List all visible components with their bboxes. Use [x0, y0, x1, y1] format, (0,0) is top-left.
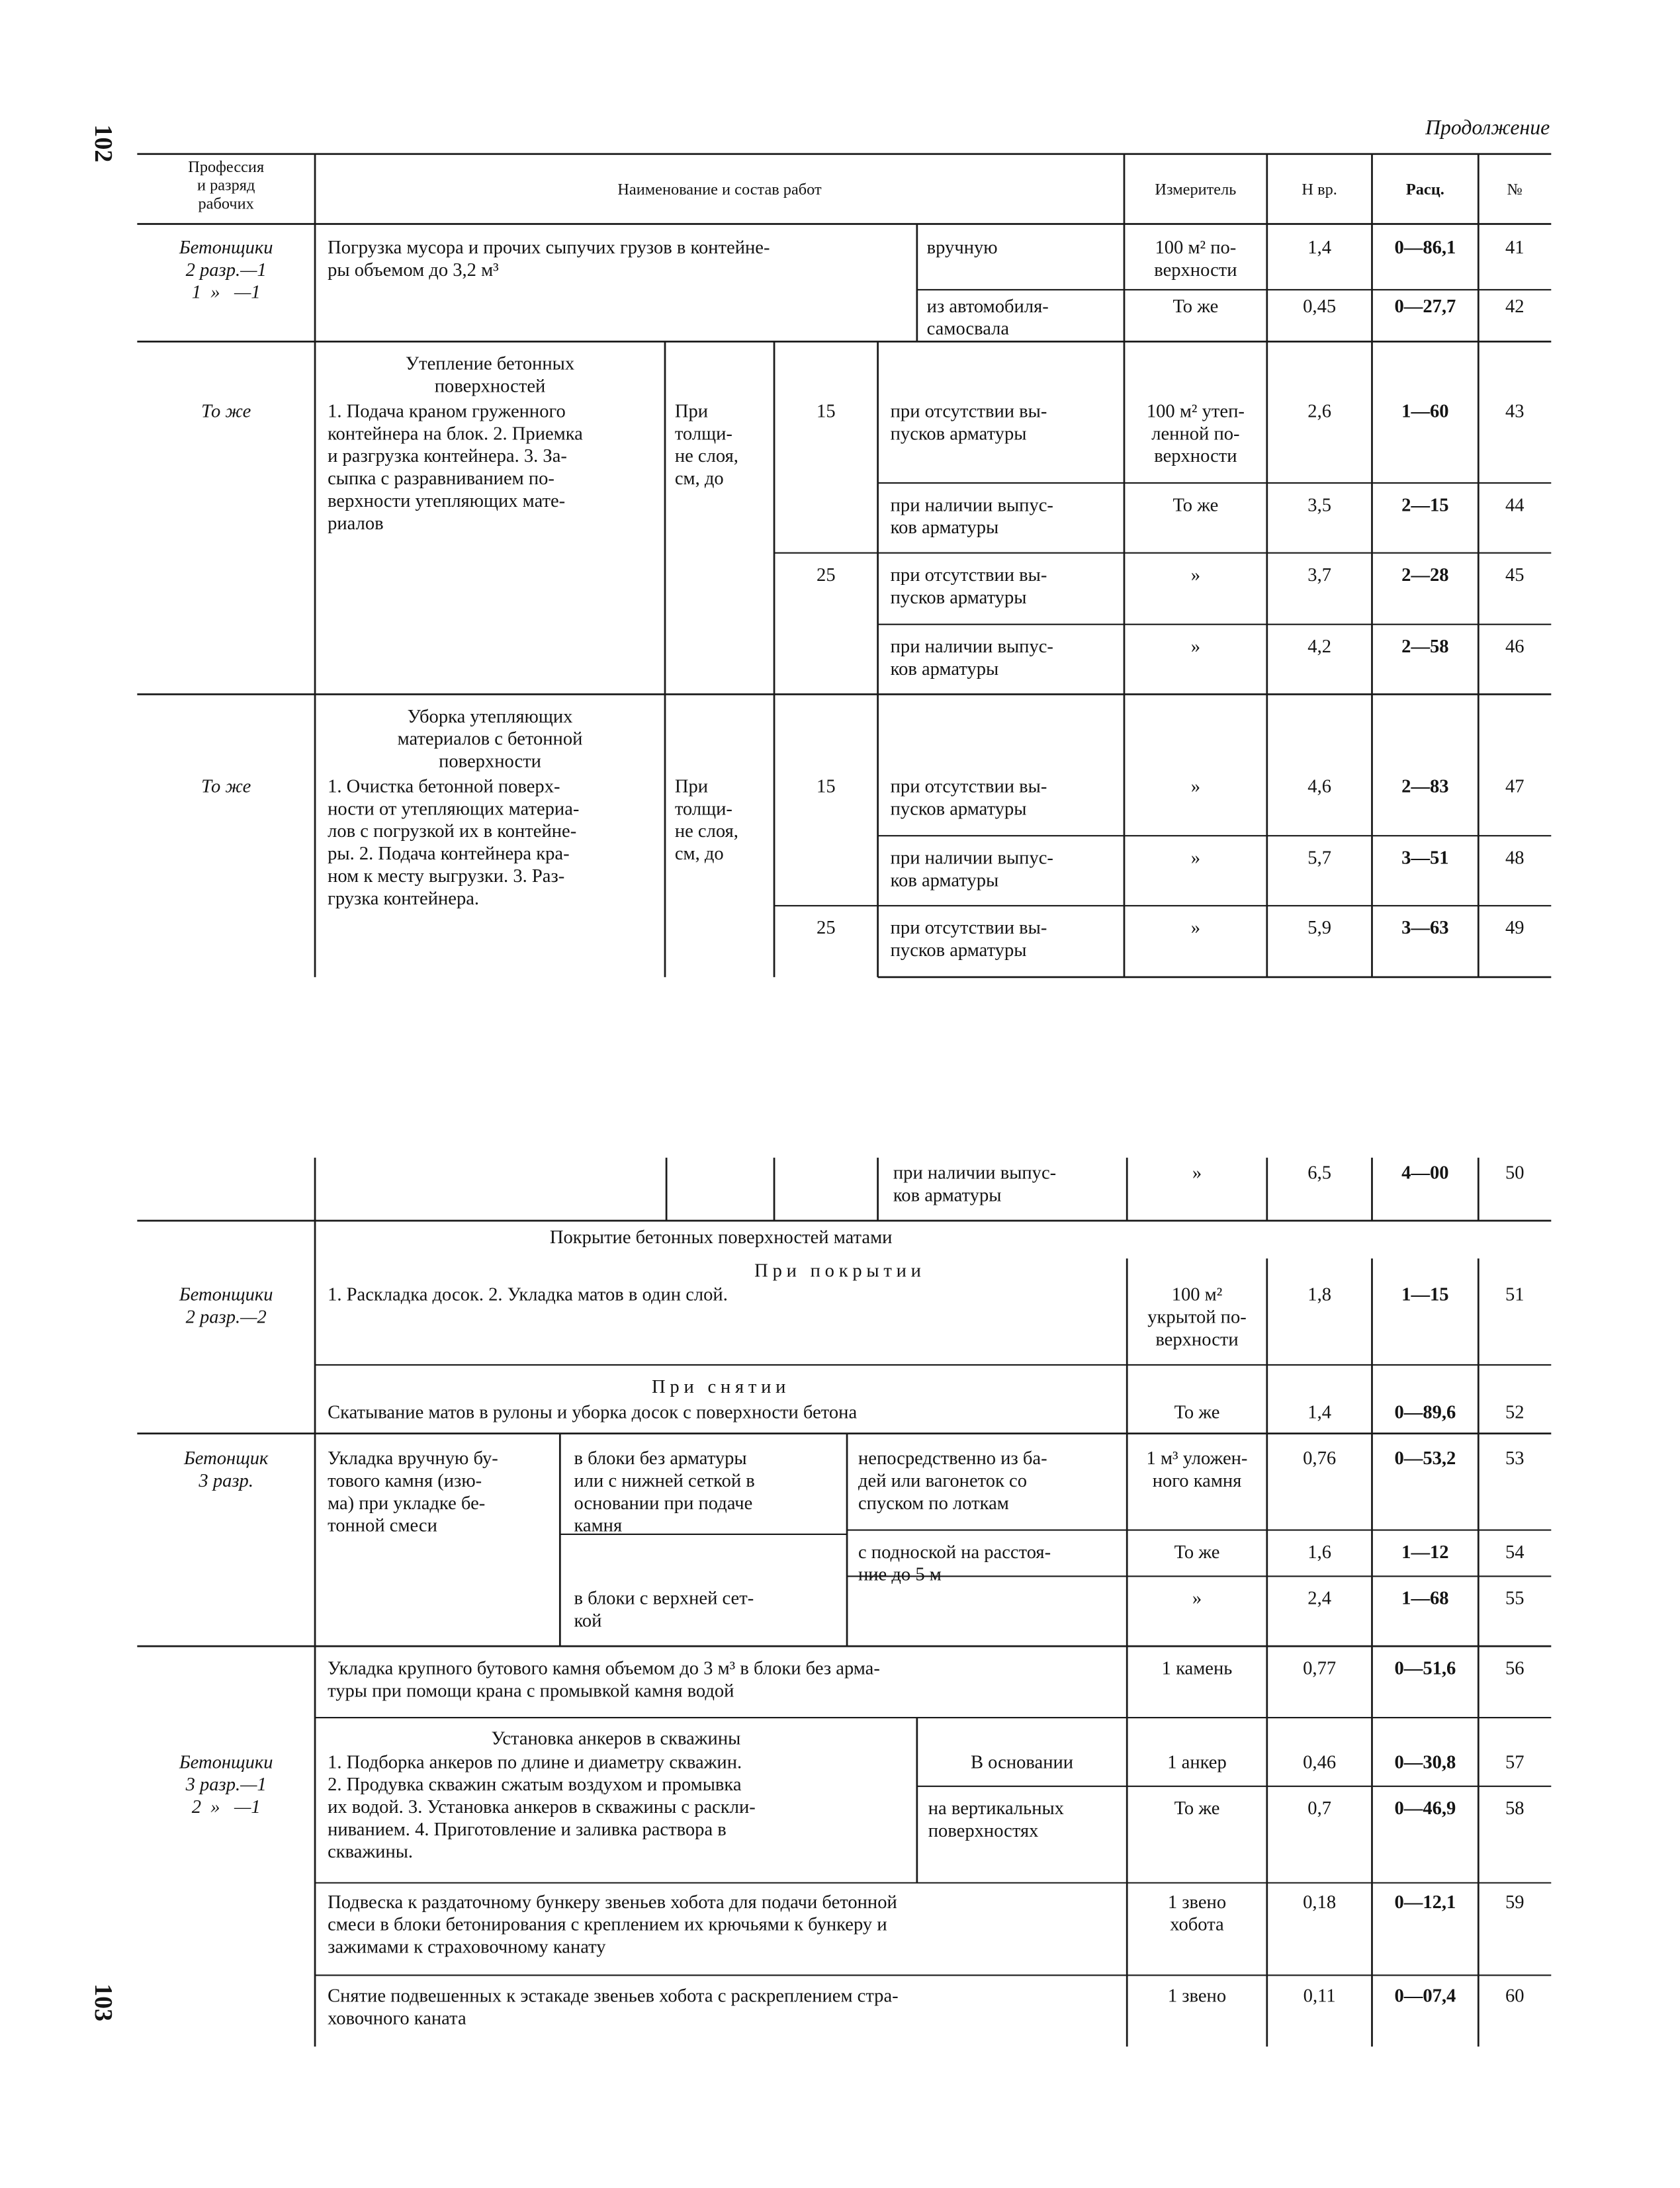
- work-description: Укладка вручную бу- тового камня (изю- ма) при укладке бе- тонной смеси: [328, 1447, 498, 1536]
- profession-cell: Бетонщик 3 разр.: [183, 1447, 269, 1491]
- unit-cell: То же: [1174, 1797, 1220, 1819]
- row-number: 41: [1505, 236, 1525, 258]
- unit-cell: 1 звено хобота: [1167, 1891, 1227, 1935]
- row-number: 60: [1505, 1985, 1525, 2006]
- rate-cell: 0—30,8: [1394, 1751, 1456, 1772]
- section-title: Установка анкеров в скважины: [491, 1727, 741, 1749]
- unit-cell: »: [1190, 635, 1201, 657]
- header-work: Наименование и состав работ: [617, 182, 822, 199]
- header-unit: Измеритель: [1155, 182, 1237, 199]
- unit-cell: 100 м² укрытой по- верхности: [1147, 1284, 1247, 1350]
- unit-cell: »: [1192, 1587, 1202, 1609]
- row-number: 54: [1505, 1541, 1525, 1563]
- unit-cell: »: [1190, 847, 1201, 868]
- thickness-value: 15: [817, 775, 836, 797]
- norm-cell: 3,7: [1307, 564, 1331, 586]
- page-number-bottom: 103: [89, 1984, 118, 2022]
- rate-cell: 2—28: [1401, 564, 1449, 586]
- row-number: 55: [1505, 1587, 1525, 1609]
- work-description: Скатывание матов в рулоны и уборка досок с поверхности бетона: [328, 1401, 858, 1422]
- rate-cell: 1—60: [1401, 400, 1449, 421]
- row-number: 59: [1505, 1891, 1525, 1913]
- unit-cell: 100 м² по- верхности: [1154, 236, 1237, 281]
- norm-cell: 5,9: [1307, 916, 1331, 938]
- subsection-title: При снятии: [652, 1376, 791, 1397]
- row-number: 46: [1505, 635, 1525, 657]
- unit-cell: »: [1190, 775, 1201, 797]
- unit-cell: 1 анкер: [1167, 1751, 1227, 1772]
- condition-cell: при отсутствии вы- пусков арматуры: [890, 775, 1047, 819]
- condition-cell: непосредственно из ба- дей или вагонеток со спуском по лоткам: [858, 1447, 1047, 1514]
- work-description: Подвеска к раздаточному бункеру звеньев хобота для подачи бетонной смеси в блоки бетонирования с креплением их крючьями к бункеру и зажимами к страховочному канату: [328, 1891, 897, 1957]
- rate-cell: 0—86,1: [1394, 236, 1456, 258]
- condition-cell: при отсутствии вы- пусков арматуры: [890, 564, 1047, 608]
- norm-cell: 1,6: [1307, 1541, 1331, 1563]
- section-title: Утепление бетонных поверхностей: [405, 353, 575, 396]
- norm-cell: 0,45: [1303, 295, 1337, 317]
- norm-cell: 2,6: [1307, 400, 1331, 421]
- condition-cell: при отсутствии вы- пусков арматуры: [890, 916, 1047, 961]
- profession-cell: Бетонщики 2 разр.—2: [179, 1284, 273, 1327]
- work-description: 1. Раскладка досок. 2. Укладка матов в один слой.: [328, 1284, 728, 1305]
- unit-cell: 100 м² утеп- ленной по- верхности: [1146, 400, 1245, 466]
- row-number: 49: [1505, 916, 1525, 938]
- norm-cell: 2,4: [1307, 1587, 1331, 1609]
- condition-cell: при наличии выпус- ков арматуры: [890, 847, 1053, 891]
- header-number: №: [1507, 182, 1523, 199]
- row-number: 45: [1505, 564, 1525, 586]
- placement-cell: в блоки без арматуры или с нижней сеткой в основании при подаче камня: [574, 1447, 755, 1536]
- unit-cell: То же: [1172, 295, 1219, 317]
- norm-cell: 1,4: [1307, 1401, 1331, 1422]
- row-number: 50: [1505, 1162, 1525, 1183]
- rate-cell: 4—00: [1401, 1162, 1449, 1183]
- norm-cell: 3,5: [1307, 494, 1331, 515]
- thickness-value: 25: [817, 916, 836, 938]
- row-number: 53: [1505, 1447, 1525, 1469]
- unit-cell: 1 камень: [1161, 1657, 1233, 1679]
- condition-cell: при наличии выпус- ков арматуры: [890, 494, 1053, 538]
- thickness-label: При толщи- не слоя, см, до: [674, 775, 738, 864]
- rate-cell: 1—68: [1401, 1587, 1449, 1609]
- rate-cell: 0—12,1: [1394, 1891, 1456, 1913]
- continuation-label: Продолжение: [1425, 117, 1550, 140]
- condition-cell: при наличии выпус- ков арматуры: [890, 635, 1053, 679]
- norm-cell: 6,5: [1307, 1162, 1331, 1183]
- row-number: 44: [1505, 494, 1525, 515]
- row-number: 56: [1505, 1657, 1525, 1679]
- rate-cell: 0—07,4: [1394, 1985, 1456, 2006]
- unit-cell: 1 м³ уложен- ного камня: [1146, 1447, 1248, 1491]
- norm-cell: 0,7: [1307, 1797, 1331, 1819]
- condition-cell: с подноской на расстоя- ние до 5 м: [858, 1541, 1051, 1585]
- rate-cell: 2—58: [1401, 635, 1449, 657]
- rate-cell: 0—89,6: [1394, 1401, 1456, 1422]
- unit-cell: »: [1190, 564, 1201, 586]
- rate-cell: 0—27,7: [1394, 295, 1456, 317]
- work-description: 1. Подача краном груженного контейнера на блок. 2. Приемка и разгрузка контейнера. 3. За- сыпка с разравниванием по- верхности утепляющих мате- риалов: [328, 400, 583, 534]
- work-description: 1. Подборка анкеров по длине и диаметру скважин. 2. Продувка скважин сжатым воздухом и промывка их водой. 3. Установка анкеров в скважины с раскли- ниванием. 4. Приготовление и заливка раствора в скважины.: [328, 1751, 756, 1862]
- rate-cell: 0—46,9: [1394, 1797, 1456, 1819]
- condition-cell: при наличии выпус- ков арматуры: [893, 1162, 1057, 1205]
- work-description: Снятие подвешенных к эстакаде звеньев хобота с раскреплением стра- ховочного каната: [328, 1985, 899, 2029]
- condition-cell: на вертикальных поверхностях: [928, 1797, 1064, 1841]
- profession-cell: То же: [201, 775, 251, 797]
- norm-cell: 5,7: [1307, 847, 1331, 868]
- row-number: 57: [1505, 1751, 1525, 1772]
- rate-cell: 3—63: [1401, 916, 1449, 938]
- header-norm: Н вр.: [1302, 182, 1337, 199]
- subsection-title: При покрытии: [754, 1260, 926, 1281]
- profession-cell: Бетонщики 3 разр.—1 2 » —1: [179, 1751, 273, 1817]
- method-cell: из автомобиля- самосвала: [926, 295, 1049, 339]
- row-number: 42: [1505, 295, 1525, 317]
- norm-cell: 1,8: [1307, 1284, 1331, 1305]
- rate-cell: 1—12: [1401, 1541, 1449, 1563]
- profession-cell: То же: [201, 400, 251, 421]
- condition-cell: В основании: [970, 1751, 1074, 1772]
- rate-cell: 3—51: [1401, 847, 1449, 868]
- row-number: 43: [1505, 400, 1525, 421]
- work-description: Погрузка мусора и прочих сыпучих грузов в контейне- ры объемом до 3,2 м³: [328, 236, 770, 281]
- row-number: 52: [1505, 1401, 1525, 1422]
- section-title: Уборка утепляющих материалов с бетонной поверхности: [397, 705, 583, 771]
- work-description: Укладка крупного бутового камня объемом до 3 м³ в блоки без арма- туры при помощи крана с промывкой камня водой: [328, 1657, 880, 1701]
- rate-cell: 1—15: [1401, 1284, 1449, 1305]
- row-number: 51: [1505, 1284, 1525, 1305]
- rate-cell: 0—53,2: [1394, 1447, 1456, 1469]
- norm-cell: 0,18: [1303, 1891, 1337, 1913]
- thickness-value: 25: [817, 564, 836, 586]
- unit-cell: То же: [1174, 1541, 1220, 1563]
- unit-cell: То же: [1174, 1401, 1220, 1422]
- unit-cell: То же: [1172, 494, 1219, 515]
- norm-cell: 0,46: [1303, 1751, 1337, 1772]
- thickness-value: 15: [817, 400, 836, 421]
- norm-cell: 0,11: [1303, 1985, 1336, 2006]
- header-rate: Расц.: [1405, 182, 1444, 199]
- work-description: 1. Очистка бетонной поверх- ности от утепляющих материа- лов с погрузкой их в контейне- ры. 2. Подача контейнера кра- ном к месту выгрузки. 3. Раз- грузка контейнера.: [328, 775, 580, 909]
- section-title: Покрытие бетонных поверхностей матами: [549, 1226, 893, 1248]
- norm-cell: 1,4: [1307, 236, 1331, 258]
- rate-cell: 2—83: [1401, 775, 1449, 797]
- row-number: 47: [1505, 775, 1525, 797]
- profession-cell: Бетонщики 2 разр.—1 1 » —1: [179, 236, 273, 303]
- norm-cell: 0,76: [1303, 1447, 1337, 1469]
- condition-cell: при отсутствии вы- пусков арматуры: [890, 400, 1047, 444]
- thickness-label: При толщи- не слоя, см, до: [674, 400, 738, 489]
- header-profession: Профессия и разряд рабочих: [188, 159, 265, 213]
- rate-cell: 2—15: [1401, 494, 1449, 515]
- method-cell: вручную: [926, 236, 998, 258]
- norm-cell: 4,2: [1307, 635, 1331, 657]
- rate-cell: 0—51,6: [1394, 1657, 1456, 1679]
- unit-cell: »: [1190, 916, 1201, 938]
- unit-cell: 1 звено: [1167, 1985, 1227, 2006]
- norm-cell: 0,77: [1303, 1657, 1337, 1679]
- row-number: 48: [1505, 847, 1525, 868]
- norm-cell: 4,6: [1307, 775, 1331, 797]
- unit-cell: »: [1192, 1162, 1202, 1183]
- row-number: 58: [1505, 1797, 1525, 1819]
- page-number-top: 102: [89, 124, 118, 163]
- placement-cell: в блоки с верхней сет- кой: [574, 1587, 754, 1631]
